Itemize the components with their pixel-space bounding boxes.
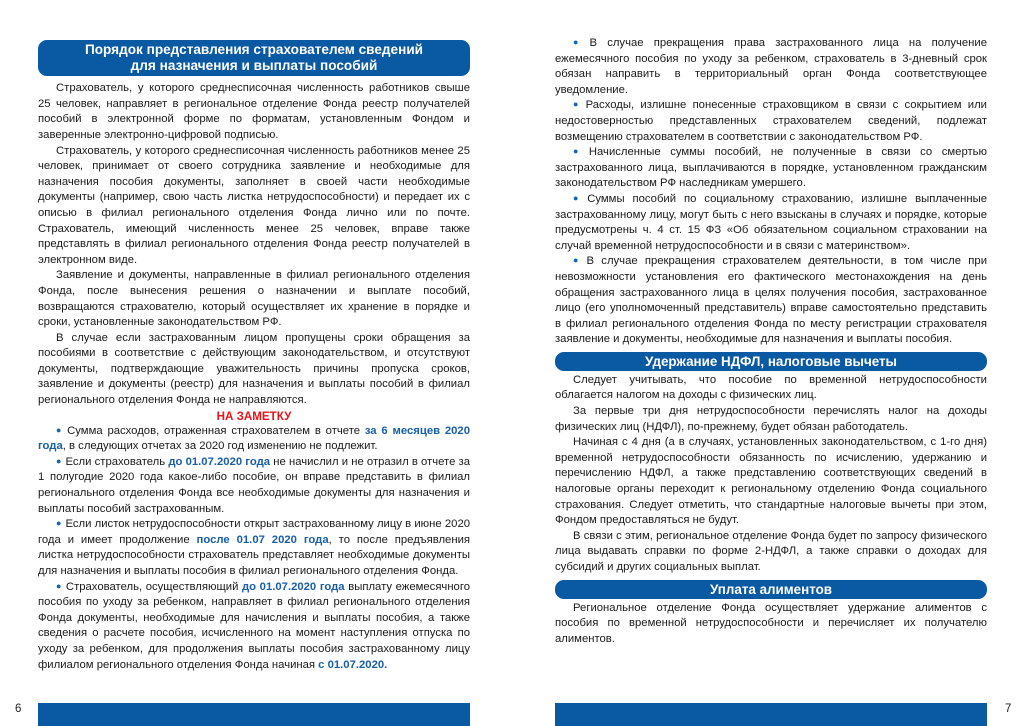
paragraph: Следует учитывать, что пособие по временной нетрудоспособности облагается налогом на доходы с физических лиц. xyxy=(555,373,987,402)
bullet-text: Начисленные суммы пособий, не полученные в связи со смертью застрахованного лица, выплачиваются в порядке, установленном гражданским законодательством РФ наследникам умершего. xyxy=(555,146,988,190)
note-text: Страхователь, осуществляющий xyxy=(65,580,242,593)
heading-line-2: для назначения и выплаты пособий xyxy=(130,57,378,73)
page-number: 7 xyxy=(1005,703,1012,715)
bullet-icon: ● xyxy=(56,580,62,591)
note-highlight: до 01.07.2020 года xyxy=(242,580,345,593)
paragraph: Заявление и документы, направленные в филиал регионального отделения Фонда, после вынесения решения о назначении и выплате пособий, возвращаются страхователю, который осуществляет их хранение в порядке и сроки, установленные законодательством РФ. xyxy=(38,269,470,329)
note-text: Если страхователь xyxy=(65,455,169,468)
bullet-icon: ● xyxy=(56,424,64,435)
note-highlight: с 01.07.2020. xyxy=(318,658,388,671)
bullet-item xyxy=(555,98,987,145)
note-title: НА ЗАМЕТКУ xyxy=(216,409,292,423)
bullet-icon: ● xyxy=(56,455,62,466)
bullet-icon: ● xyxy=(56,518,62,529)
right-page xyxy=(512,0,1024,726)
note-highlight: до 01.07.2020 года xyxy=(168,455,271,468)
note-item xyxy=(38,580,470,674)
bullet-icon: ● xyxy=(573,255,583,266)
bullet-icon: ● xyxy=(573,192,584,203)
bullet-icon: ● xyxy=(573,37,586,47)
heading-line-1: Порядок представления страхователем сведений xyxy=(84,42,424,57)
note-highlight: после 01.07 2020 года xyxy=(196,533,329,546)
bullet-item xyxy=(555,192,987,254)
note-item xyxy=(38,424,470,455)
bullet-icon: ● xyxy=(573,99,582,110)
note-text: , в следующих отчетах за 2020 год изменению не подлежит. xyxy=(62,440,378,453)
bullet-text: Суммы пособий по социальному страхованию, излишне выплаченные застрахованному лицу, могут быть с него взысканы в случаях и порядке, которые предусмотрены ч. 4 ст. 15 ФЗ «Об обязательном социальном страховании на случай временной нетрудоспособности и в связи с материнством». xyxy=(555,192,987,252)
footer-bar xyxy=(555,703,987,726)
bullet-item xyxy=(555,145,987,192)
note-text: не начислил и не отразил в отчете за 1 полугодие 2020 года какое-либо пособие, он вправе представить в филиал регионального отделения Фонда все необходимые документы для назначения и выплаты пособий застрахованным. xyxy=(38,455,470,515)
left-column xyxy=(38,40,470,673)
right-column xyxy=(555,36,987,647)
paragraph: Страхователь, у которого среднесписочная численность работников свыше 25 человек, направляет в региональное отделение Фонда реестр получателей пособий в электронной форме по форматам, установленным Фондом и заверенные электронно-цифровой подписью. xyxy=(38,82,470,141)
bullet-icon: ● xyxy=(573,146,585,157)
section-heading-ndfl: Удержание НДФЛ, налоговые вычеты xyxy=(555,352,987,371)
note-text: выплату ежемесячного пособия по уходу за ребенком, направляет в филиал регионального отделения Фонда документы, необходимые для начисления и выплаты пособия, а также сведения о расчете пособия, исчисленного на момент наступления отпуска по уходу за ребенком, для продолжения выплаты пособия застрахованному лицу филиалом регионального отделения Фонда начиная xyxy=(38,580,470,671)
paragraph: В связи с этим, региональное отделение Фонда будет по запросу физического лица выдавать справки по форме 2-НДФЛ, а также справки о доходах для субсидий и других социальных выплат. xyxy=(555,529,987,573)
bullet-text: Расходы, излишне понесенные страховщиком в связи с сокрытием или недостоверностью представленных страхователем сведений, подлежат возмещению страхователем в соответствии с законодательством РФ. xyxy=(555,99,987,143)
paragraph: За первые три дня нетрудоспособности перечислять налог на доходы физических лиц (НДФЛ), по-прежнему, будет обязан работодатель. xyxy=(555,405,987,433)
section-heading-reporting-procedure xyxy=(38,40,470,76)
paragraph: Начиная с 4 дня (а в случаях, установленных законодательством, с 1-го дня) временной нетрудоспособности обязанность по исчислению, удержанию и перечислению НДФЛ, а также представлению соответствующих сведений в налоговые органы переходит к региональному отделению Фонда социального страхования. Следует отметить, что стандартные налоговые вычеты при этом, Фондом предоставляться не будут. xyxy=(555,436,987,527)
note-text: Сумма расходов, отраженная страхователем в отчете xyxy=(67,424,365,437)
paragraph: Региональное отделение Фонда осуществляет удержание алиментов с пособия по временной нетрудоспособности и перечисляет их получателю алиментов. xyxy=(555,601,987,645)
note-item xyxy=(38,517,470,579)
section-heading-alimony: Уплата алиментов xyxy=(555,580,987,599)
note-highlight: за 6 месяцев 2020 года xyxy=(38,424,470,453)
bullet-text: В случае прекращения права застрахованного лица на получение ежемесячного пособия по уходу за ребенком, страхователь в 3-дневный срок обязан направить в территориальный орган Фонда соответствующее уведомление. xyxy=(555,37,988,96)
footer-bar xyxy=(38,703,470,726)
page-number: 6 xyxy=(15,703,22,715)
bullet-item xyxy=(555,254,987,348)
paragraph: Страхователь, у которого среднесписочная численность работников менее 25 человек, принимает от своего сотрудника заявление и необходимые для назначения пособия документы, заполняет в своей части необходимые документы (например, свою часть листка нетрудоспособности) и передает их с описью в филиал регионального отделения Фонда лично или по почте. Страхователь, имеющий численность менее 25 человек, вправе также представлять в филиал регионального отделения Фонда реестр получателей в электронном виде. xyxy=(38,144,470,266)
note-text: , то после предъявления листка нетрудоспособности страхователь представляет необходимые документы для назначения и выплаты пособия в филиал регионального отделения Фонда. xyxy=(38,533,471,577)
bullet-item xyxy=(555,36,987,98)
note-text: Если листок нетрудоспособности открыт застрахованному лицу в июне 2020 года и имеет продолжение xyxy=(38,518,471,546)
paragraph: В случае если застрахованным лицом пропущены сроки обращения за пособиями в соответствие с действующим законодательством, и отсутствуют документы, подтверждающие уважительность причины пропуска сроков, заявление и документы (реестр) для назначения и выплаты пособий в филиал регионального отделения Фонда не направляются. xyxy=(38,331,470,407)
bullet-text: В случае прекращения страхователем деятельности, в том числе при невозможности установления его фактического местонахождения на день обращения застрахованного лица в целях получения пособия, застрахованное лицо (его уполномоченный представитель) вправе самостоятельно представить в филиал регионального отделения Фонда по месту регистрации страхователя заявление и документы, необходимые для назначения и выплаты пособия. xyxy=(555,255,988,346)
note-item xyxy=(38,455,470,517)
